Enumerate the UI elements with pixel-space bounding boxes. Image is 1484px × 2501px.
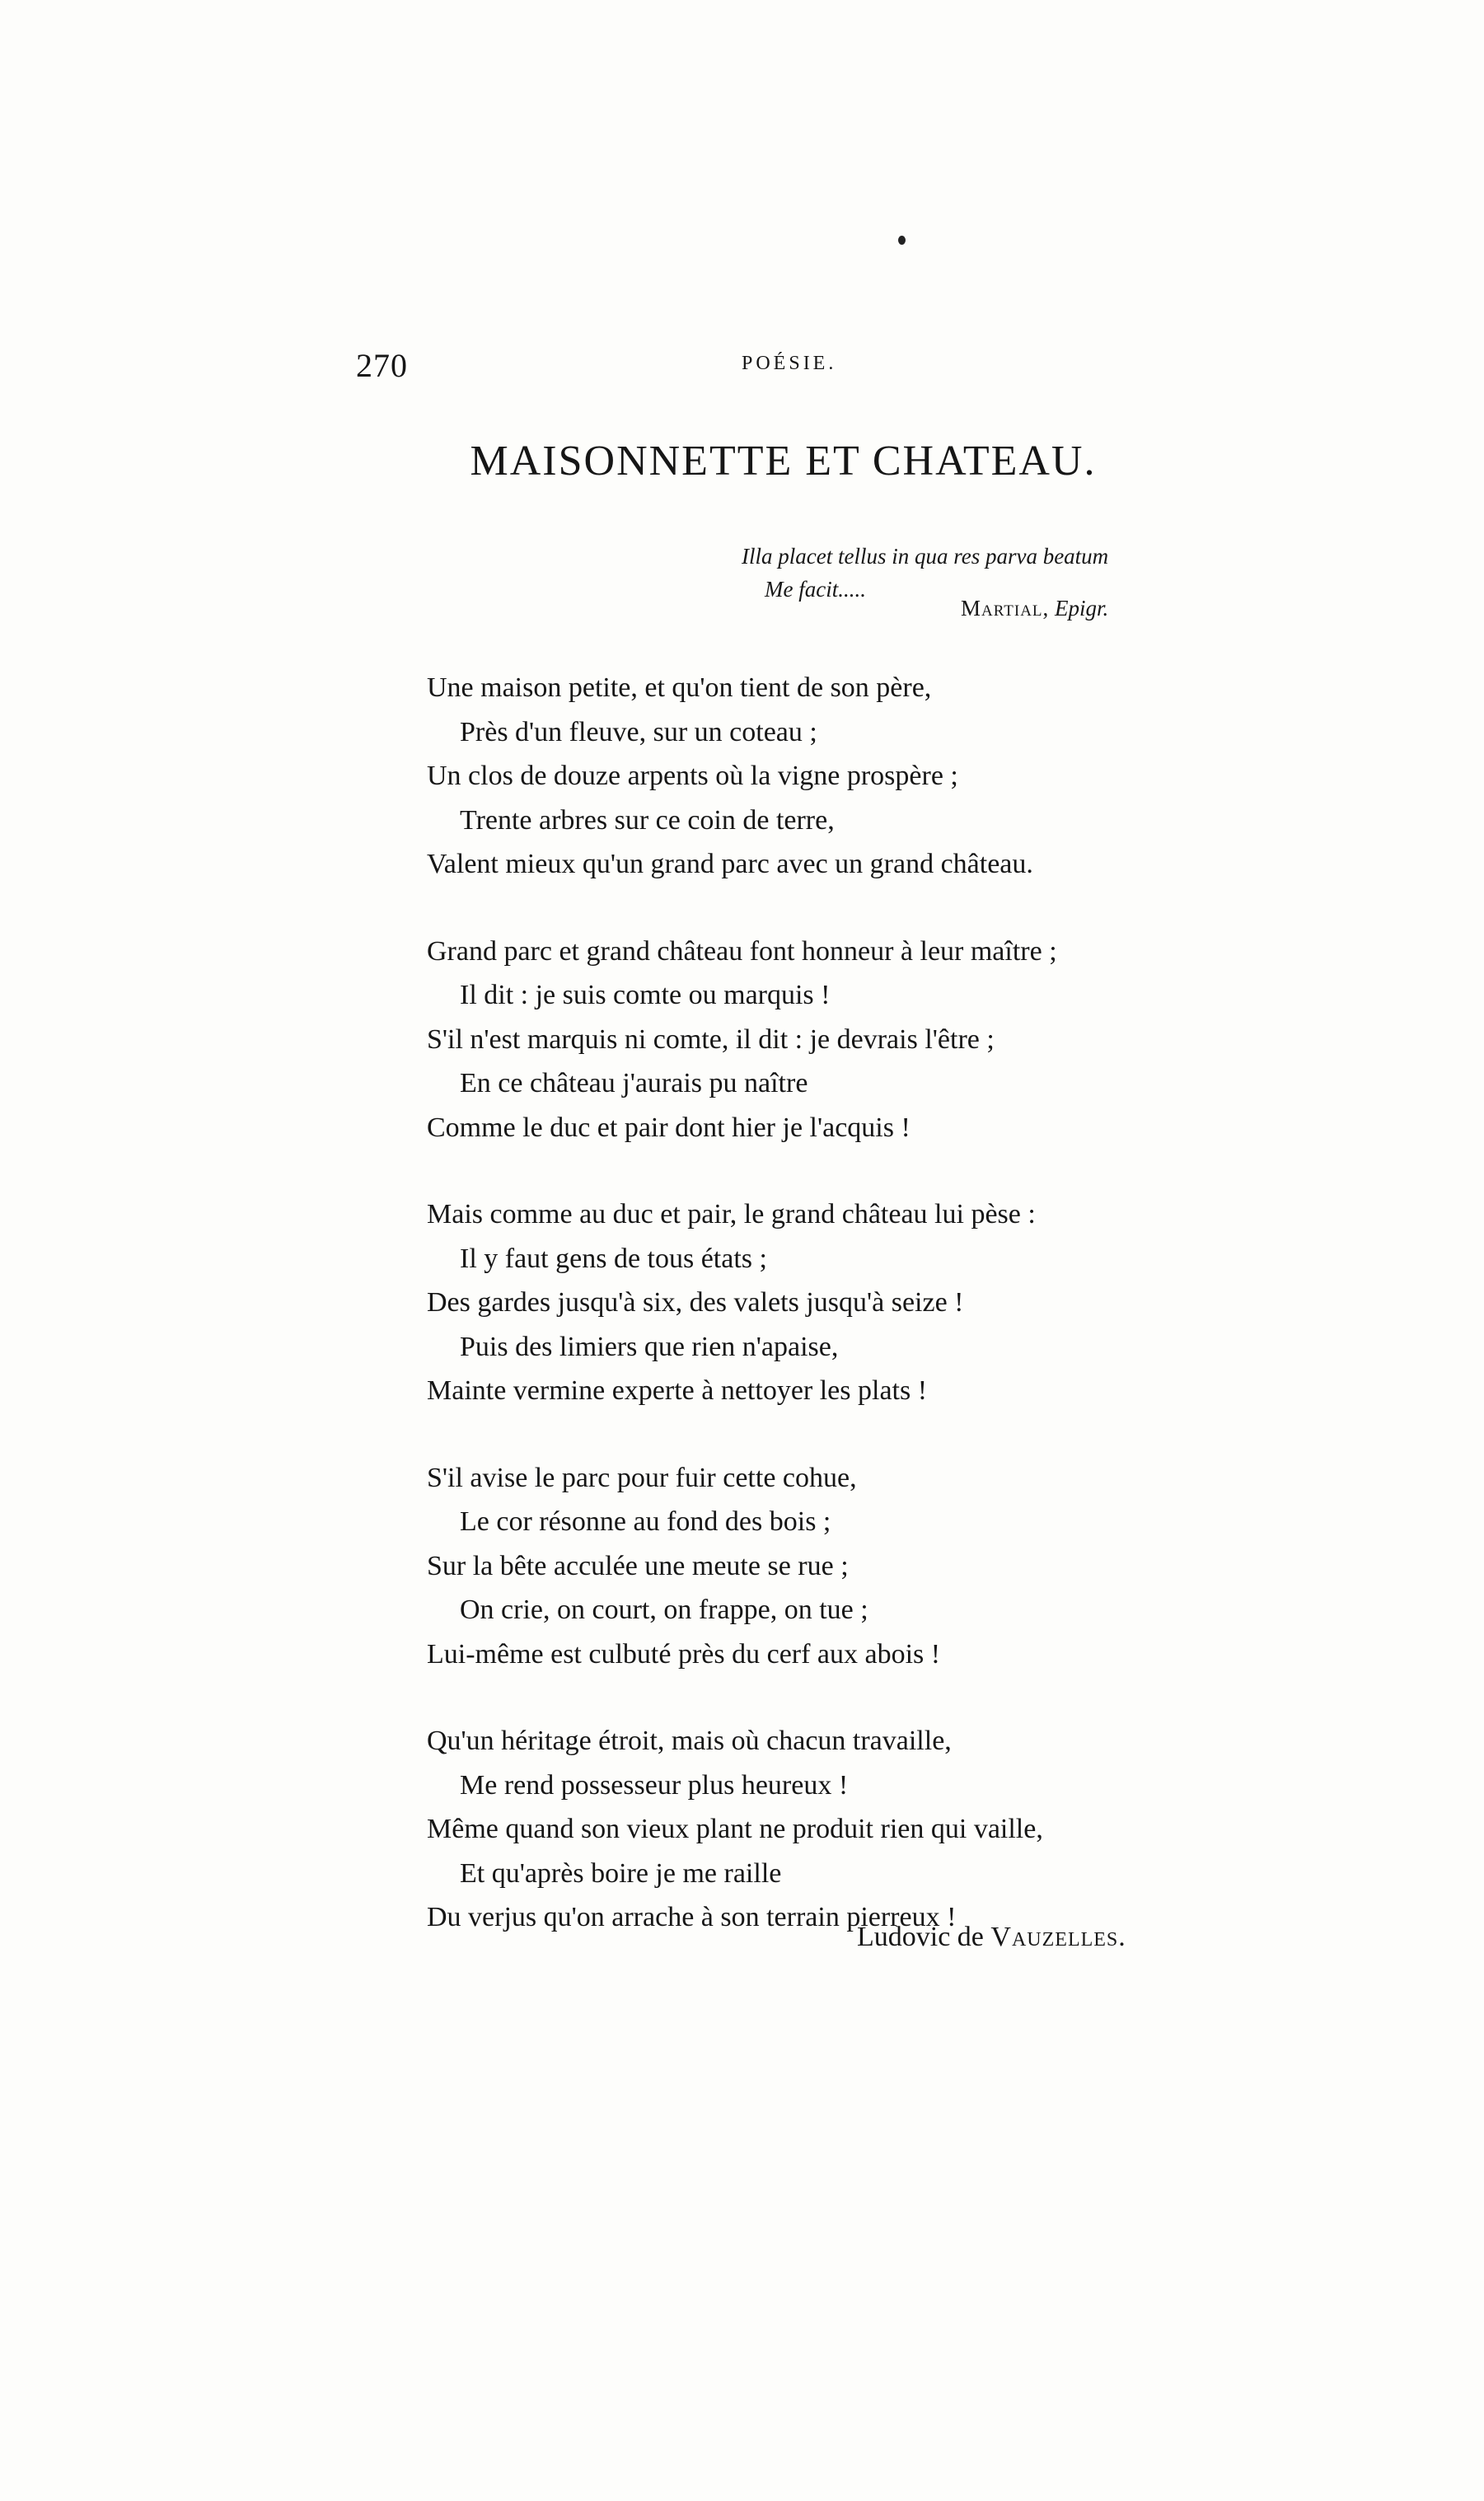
verse-line: Il y faut gens de tous états ; xyxy=(460,1243,767,1274)
verse-line: Une maison petite, et qu'on tient de son père, xyxy=(427,672,932,703)
verse-line: Du verjus qu'on arrache à son terrain pierreux ! xyxy=(427,1902,957,1932)
verse-line: S'il n'est marquis ni comte, il dit : je devrais l'être ; xyxy=(427,1023,995,1055)
verse-line: Le cor résonne au fond des bois ; xyxy=(460,1506,831,1537)
verse-line: Sur la bête acculée une meute se rue ; xyxy=(427,1550,849,1581)
verse-line: En ce château j'aurais pu naître xyxy=(460,1068,808,1098)
verse-line: Près d'un fleuve, sur un coteau ; xyxy=(460,716,817,747)
page-number: 270 xyxy=(356,347,408,384)
epigraph-source xyxy=(961,596,1108,621)
author-signature xyxy=(857,1922,1126,1953)
verse-line: Mainte vermine experte à nettoyer les plats ! xyxy=(427,1375,928,1406)
verse-line: Valent mieux qu'un grand parc avec un grand château. xyxy=(427,849,1033,879)
author-given-name: Ludovic de xyxy=(857,1922,984,1952)
verse-line: On crie, on court, on frappe, on tue ; xyxy=(460,1595,868,1625)
verse-line: Me rend possesseur plus heureux ! xyxy=(460,1769,849,1801)
stanza xyxy=(427,1192,1251,1413)
verse-line: Mais comme au duc et pair, le grand château lui pèse : xyxy=(427,1199,1036,1229)
running-head: POÉSIE. xyxy=(742,353,837,374)
verse-line: Lui-même est culbuté près du cerf aux abois ! xyxy=(427,1638,941,1670)
poem-body xyxy=(427,666,1251,1983)
stanza xyxy=(427,1719,1251,1940)
verse-line: Et qu'après boire je me raille xyxy=(460,1857,782,1889)
epigraph-line: Me facit..... xyxy=(765,577,866,602)
stanza xyxy=(427,666,1251,887)
epigraph-line: Illa placet tellus in qua res parva beatum xyxy=(742,544,1109,569)
verse-line: Trente arbres sur ce coin de terre, xyxy=(460,804,835,836)
epigraph-work: Epigr. xyxy=(1055,596,1109,621)
stanza xyxy=(427,1456,1251,1677)
verse-line: Même quand son vieux plant ne produit rien qui vaille, xyxy=(427,1814,1043,1844)
poem-title: MAISONNETTE ET CHATEAU. xyxy=(470,438,1097,485)
stanza xyxy=(427,930,1251,1150)
verse-line: Puis des limiers que rien n'apaise, xyxy=(460,1331,839,1362)
verse-line: S'il avise le parc pour fuir cette cohue, xyxy=(427,1462,857,1493)
verse-line: Des gardes jusqu'à six, des valets jusqu'à seize ! xyxy=(427,1287,964,1318)
author-surname: Vauzelles. xyxy=(990,1922,1126,1952)
verse-line: Comme le duc et pair dont hier je l'acquis ! xyxy=(427,1112,911,1143)
epigraph-author: Martial, xyxy=(961,596,1050,621)
ink-speck xyxy=(898,236,906,245)
verse-line: Un clos de douze arpents où la vigne prospère ; xyxy=(427,761,958,791)
verse-line: Qu'un héritage étroit, mais où chacun travaille, xyxy=(427,1726,952,1756)
verse-line: Grand parc et grand château font honneur à leur maître ; xyxy=(427,935,1057,967)
verse-line: Il dit : je suis comte ou marquis ! xyxy=(460,980,831,1010)
